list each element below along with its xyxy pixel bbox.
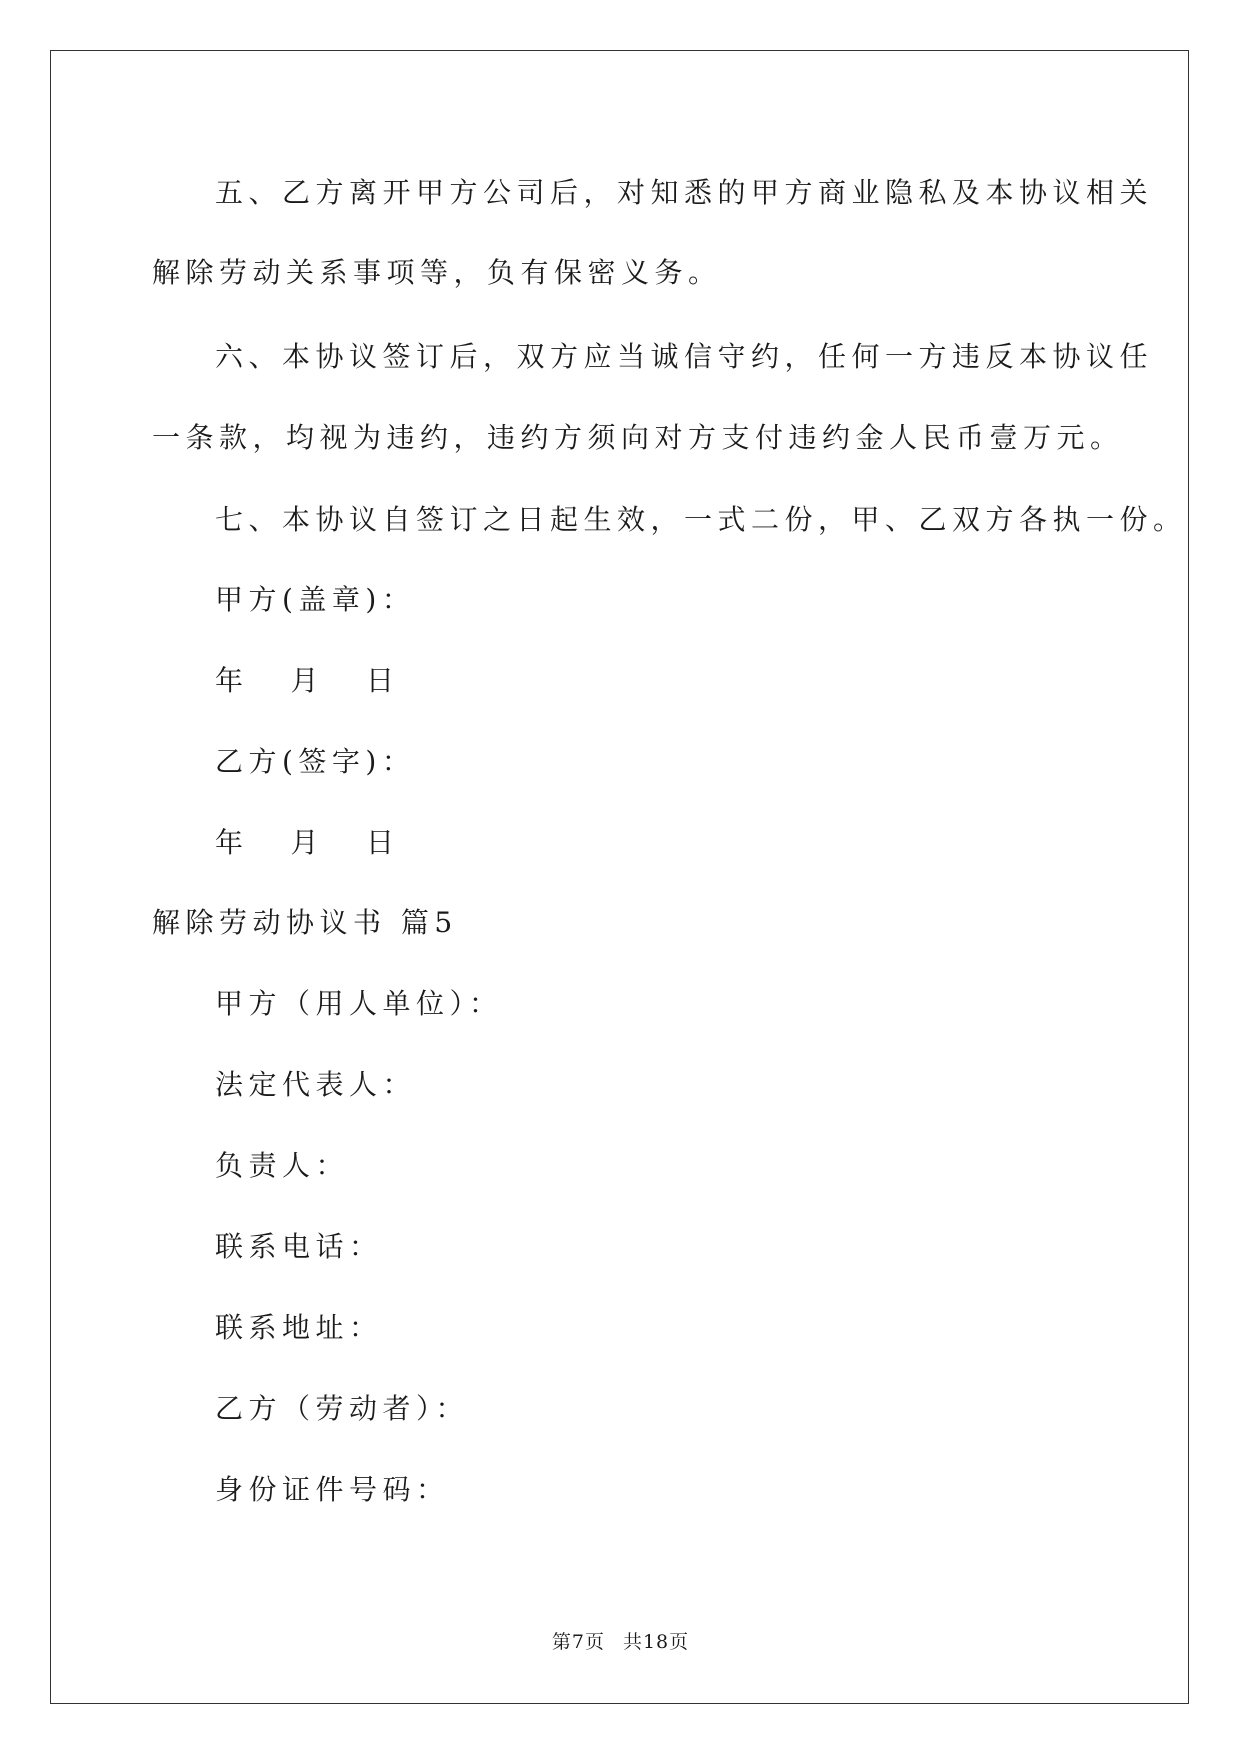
legal-representative-label: 法定代表人： — [215, 1068, 417, 1101]
party-b-date-line — [215, 826, 400, 859]
day-label: 日 — [366, 664, 400, 697]
clause-7-line-1: 七、本协议自签订之日起生效，一式二份，甲、乙双方各执一份。 — [215, 503, 1187, 536]
party-b-sign-label: 乙方(签字)： — [215, 745, 416, 778]
id-number-label: 身份证件号码： — [215, 1473, 450, 1506]
page-total: 共18页 — [622, 1631, 690, 1653]
clause-6-line-2: 一条款，均视为违约，违约方须向对方支付违约金人民币壹万元。 — [152, 421, 1124, 454]
person-in-charge-label: 负责人： — [215, 1149, 350, 1182]
party-a-date-line — [215, 664, 400, 697]
page-border — [50, 50, 1189, 1704]
month-label: 月 — [290, 826, 325, 859]
section-title: 解除劳动协议书 篇5 — [152, 906, 458, 939]
page-current: 第7页 — [551, 1631, 605, 1653]
party-a-employer-label: 甲方（用人单位）： — [215, 987, 503, 1020]
party-a-seal-label: 甲方(盖章)： — [215, 583, 416, 616]
contact-address-label: 联系地址： — [215, 1311, 383, 1344]
page-footer — [0, 1627, 1241, 1654]
party-b-worker-label: 乙方（劳动者）： — [215, 1392, 470, 1425]
day-label: 日 — [366, 826, 400, 859]
month-label: 月 — [290, 664, 325, 697]
year-label: 年 — [215, 664, 249, 697]
year-label: 年 — [215, 826, 249, 859]
clause-6-line-1: 六、本协议签订后，双方应当诚信守约，任何一方违反本协议任 — [215, 340, 1154, 373]
clause-5-line-2: 解除劳动关系事项等，负有保密义务。 — [152, 256, 722, 289]
contact-phone-label: 联系电话： — [215, 1230, 383, 1263]
clause-5-line-1: 五、乙方离开甲方公司后，对知悉的甲方商业隐私及本协议相关 — [215, 176, 1154, 209]
